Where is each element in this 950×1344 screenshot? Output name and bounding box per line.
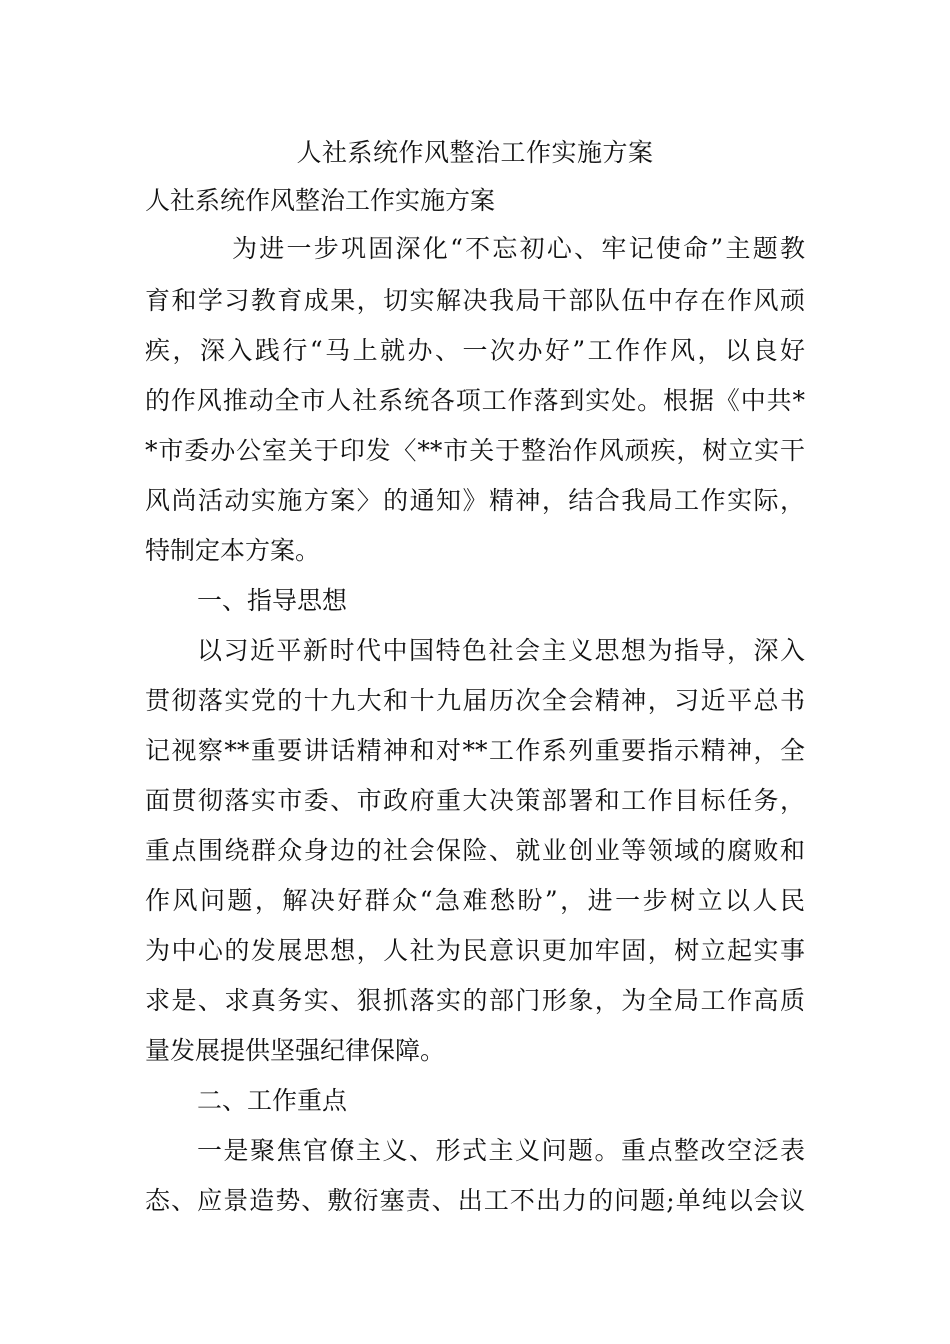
document-title: 人社系统作风整治工作实施方案 [296, 138, 654, 167]
section-heading-work-focus: 二、工作重点 [197, 1086, 348, 1115]
intro-line: 为进一步巩固深化“不忘初心、牢记使命”主题教 [232, 234, 805, 263]
document-subtitle: 人社系统作风整治工作实施方案 [145, 186, 496, 215]
section1-line: 量发展提供坚强纪律保障。 [145, 1036, 446, 1065]
section1-line: 以习近平新时代中国特色社会主义思想为指导，深入 [197, 636, 805, 665]
section1-line: 为中心的发展思想，人社为民意识更加牢固，树立起实事 [145, 936, 805, 965]
section-heading-guiding-ideology: 一、指导思想 [197, 586, 348, 615]
intro-line: 特制定本方案。 [145, 536, 321, 565]
section2-line: 态、应景造势、敷衍塞责、出工不出力的问题;单纯以会议 [145, 1186, 805, 1215]
section1-line: 重点围绕群众身边的社会保险、就业创业等领域的腐败和 [145, 836, 805, 865]
section1-line: 作风问题，解决好群众“急难愁盼”，进一步树立以人民 [145, 886, 805, 915]
intro-line: 风尚活动实施方案〉的通知》精神，结合我局工作实际， [145, 486, 805, 515]
section2-line: 一是聚焦官僚主义、形式主义问题。重点整改空泛表 [197, 1136, 805, 1165]
intro-line: 疾，深入践行“马上就办、一次办好”工作作风，以良好 [145, 336, 805, 365]
section1-line: 求是、求真务实、狠抓落实的部门形象，为全局工作高质 [145, 986, 805, 1015]
section1-line: 贯彻落实党的十九大和十九届历次全会精神，习近平总书 [145, 686, 805, 715]
intro-line: *市委办公室关于印发〈**市关于整治作风顽疾，树立实干 [145, 436, 805, 465]
intro-line: 的作风推动全市人社系统各项工作落到实处。根据《中共* [145, 386, 805, 415]
intro-line: 育和学习教育成果，切实解决我局干部队伍中存在作风顽 [145, 286, 805, 315]
section1-line: 记视察**重要讲话精神和对**工作系列重要指示精神，全 [145, 736, 805, 765]
section1-line: 面贯彻落实市委、市政府重大决策部署和工作目标任务， [145, 786, 805, 815]
